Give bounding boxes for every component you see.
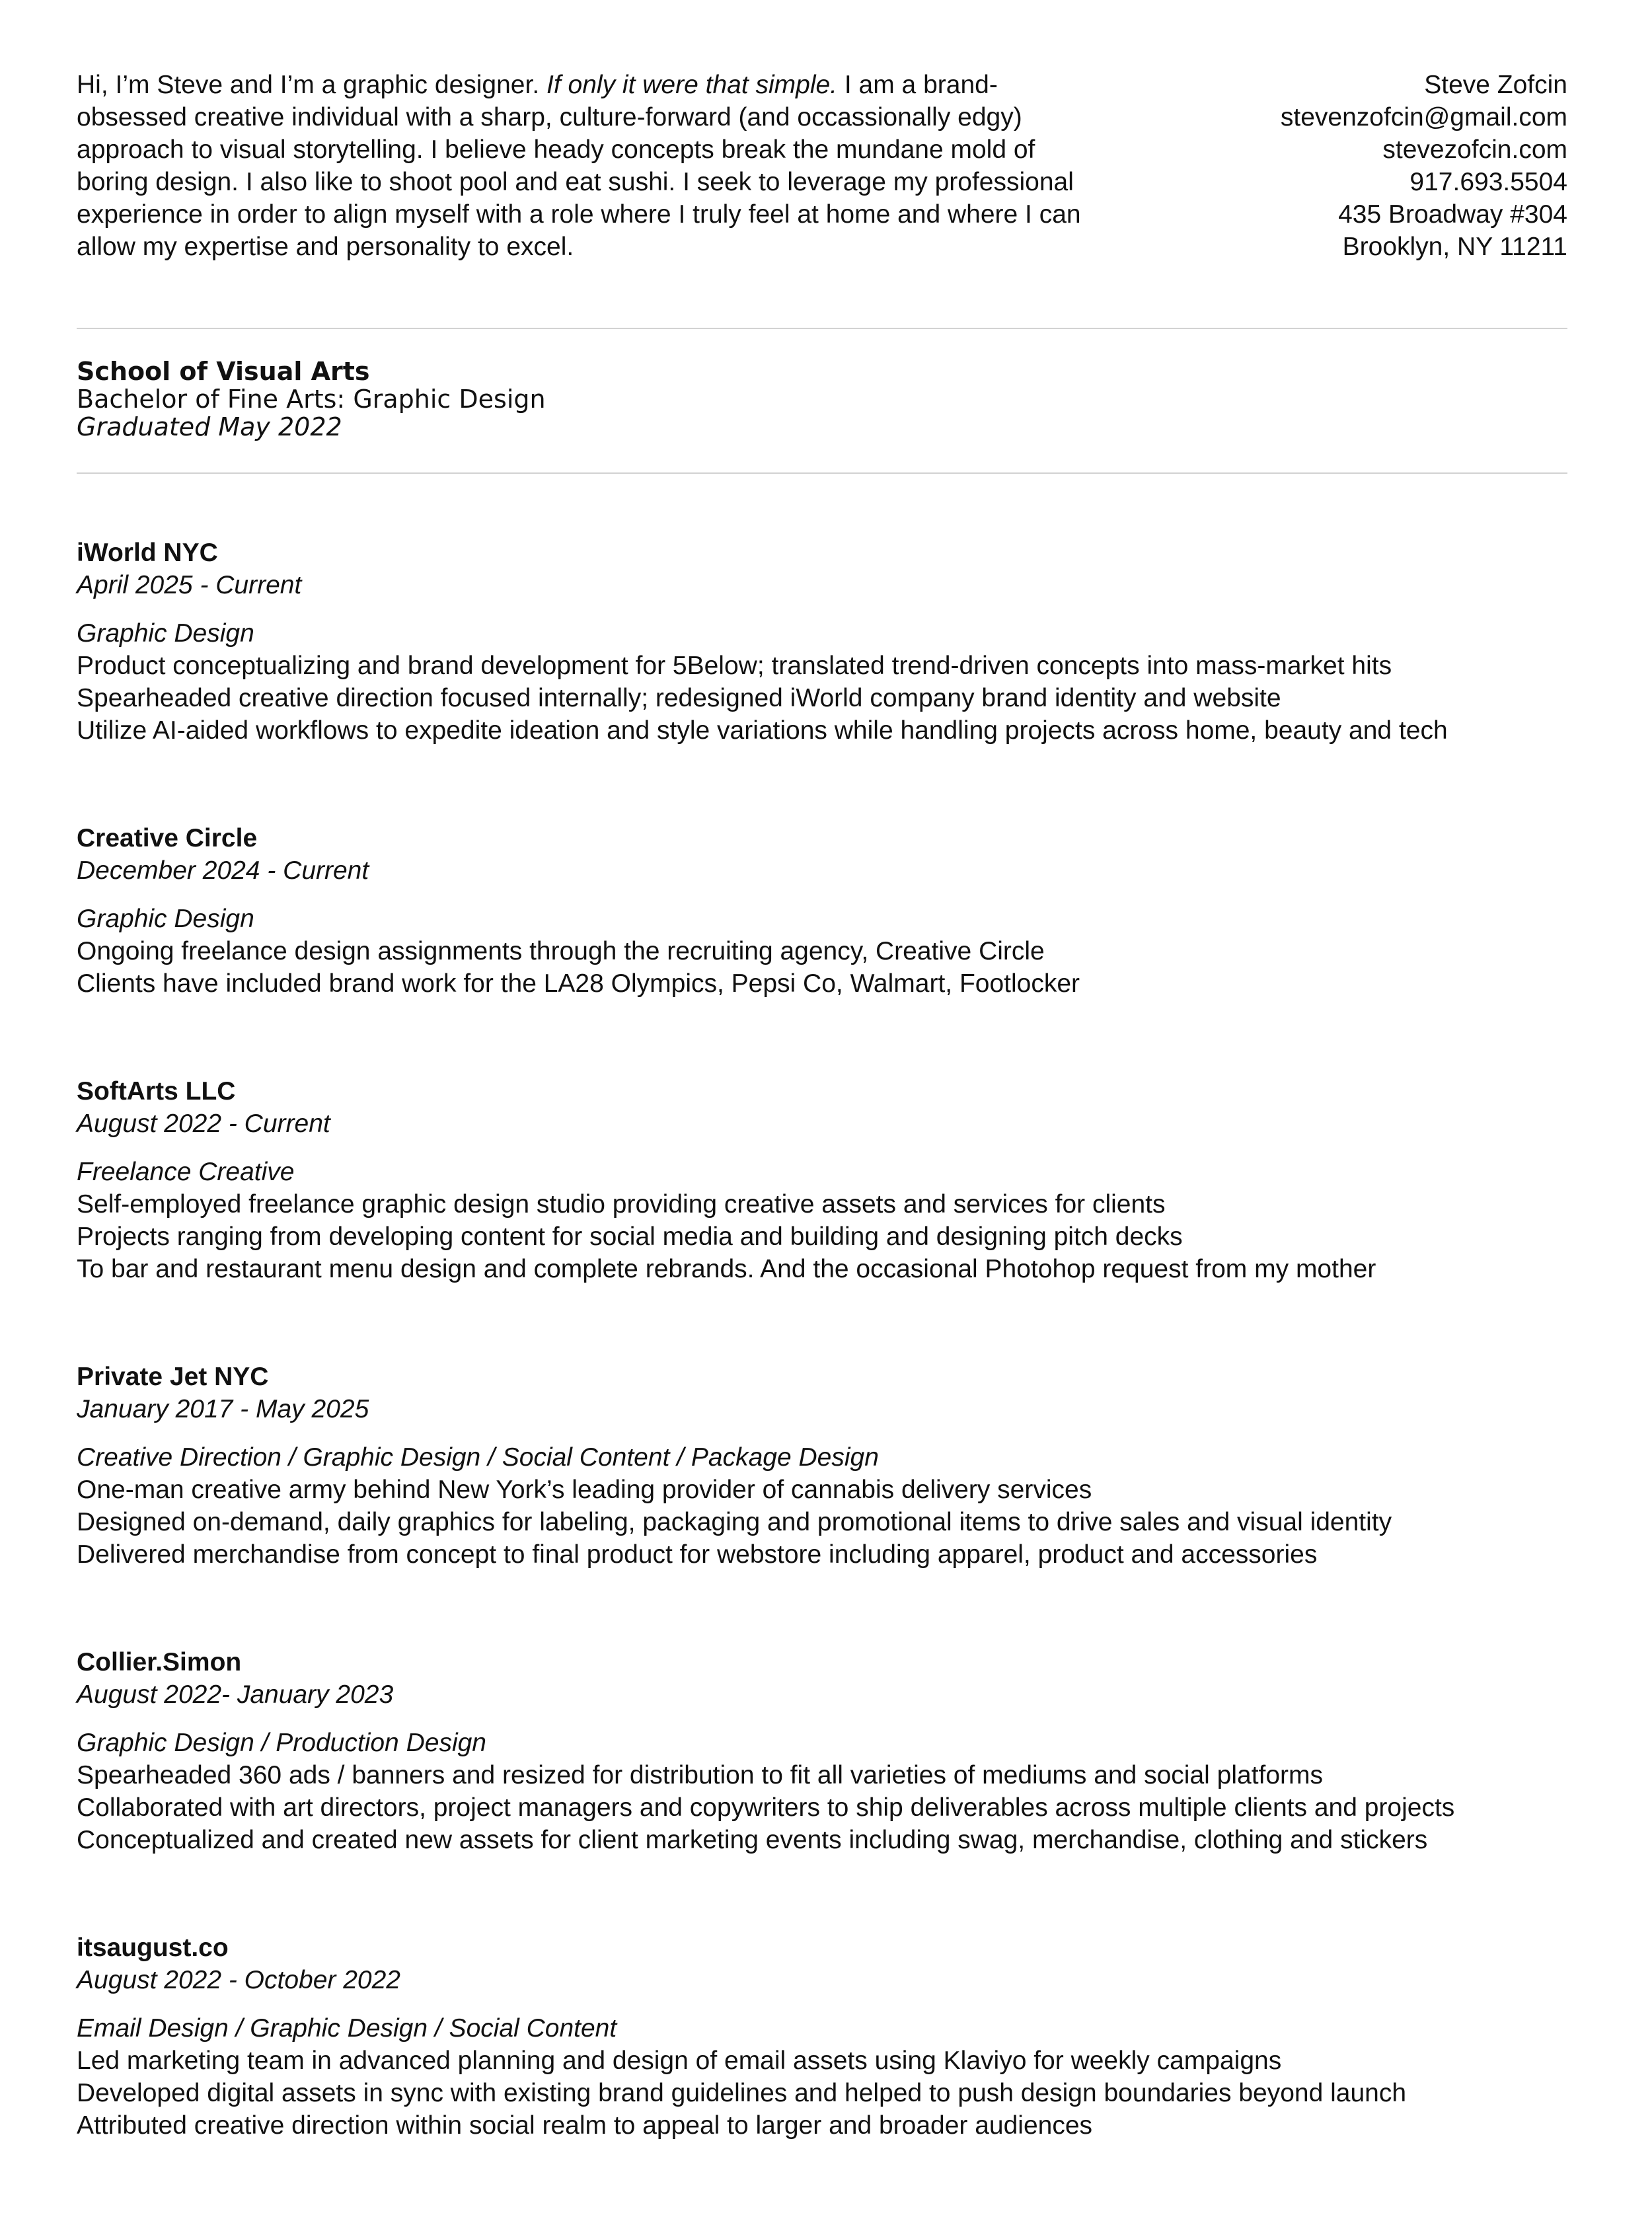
job-role: Email Design / Graphic Design / Social Content [77,2014,617,2043]
education-school: School of Visual Arts [77,357,370,386]
job-description-line: Attributed creative direction within social realm to appeal to larger and broader audiences [77,2111,1093,2140]
job-description-line: Clients have included brand work for the LA28 Olympics, Pepsi Co, Walmart, Footlocker [77,969,1080,998]
job-company: SoftArts LLC [77,1077,236,1106]
job-entry [77,1932,1596,2142]
job-description-line: Designed on-demand, daily graphics for labeling, packaging and promotional items to drive sales and visual identity [77,1508,1392,1536]
job-description-line: To bar and restaurant menu design and complete rebrands. And the occasional Photohop request from my mother [77,1255,1376,1283]
job-entry [77,537,1596,747]
job-company: Creative Circle [77,824,258,852]
job-description-line: Delivered merchandise from concept to final product for webstore including apparel, product and accessories [77,1540,1318,1569]
job-description-line: Ongoing freelance design assignments through the recruiting agency, Creative Circle [77,937,1045,965]
contact-website: stevezofcin.com [1382,135,1567,164]
job-dates: December 2024 - Current [77,856,369,885]
contact-address-line-1: 435 Broadway #304 [1338,200,1567,229]
job-entry [77,1361,1596,1571]
job-description-line: Conceptualized and created new assets for client marketing events including swag, merchandise, clothing and stickers [77,1826,1428,1854]
job-description-line: Led marketing team in advanced planning and design of email assets using Klaviyo for weekly campaigns [77,2047,1282,2075]
intro-paragraph [77,69,1108,263]
contact-address-line-2: Brooklyn, NY 11211 [1342,233,1567,261]
divider-top [77,328,1567,329]
divider-bottom [77,472,1567,474]
experience-section [77,537,1596,2217]
job-dates: August 2022- January 2023 [77,1680,394,1709]
job-dates: January 2017 - May 2025 [77,1395,369,1423]
intro-italic-text: If only it were that simple. [546,71,838,99]
contact-name: Steve Zofcin [1424,71,1567,99]
job-description-line: Utilize AI-aided workflows to expedite ideation and style variations while handling projects across home, beauty and tech [77,716,1448,745]
job-dates: August 2022 - Current [77,1109,330,1138]
job-description-line: One-man creative army behind New York’s leading provider of cannabis delivery services [77,1476,1092,1504]
job-role: Freelance Creative [77,1158,295,1186]
job-description-line: Developed digital assets in sync with existing brand guidelines and helped to push design boundaries beyond launch [77,2079,1407,2107]
job-role: Creative Direction / Graphic Design / Social Content / Package Design [77,1443,879,1472]
contact-block [1281,69,1567,263]
job-description-line: Collaborated with art directors, project managers and copywriters to ship deliverables across multiple clients and projects [77,1793,1455,1822]
education-section [77,357,546,441]
education-degree: Bachelor of Fine Arts: Graphic Design [77,385,546,414]
job-description-line: Product conceptualizing and brand development for 5Below; translated trend-driven concepts into mass-market hits [77,652,1392,680]
intro-text-start: Hi, I’m Steve and I’m a graphic designer. [77,71,547,99]
job-company: iWorld NYC [77,539,218,567]
job-description-line: Spearheaded creative direction focused internally; redesigned iWorld company brand identity and website [77,684,1281,712]
job-role: Graphic Design [77,905,254,933]
job-dates: April 2025 - Current [77,571,302,599]
job-description-line: Spearheaded 360 ads / banners and resized for distribution to fit all varieties of mediums and social platforms [77,1761,1324,1789]
job-company: itsaugust.co [77,1934,229,1962]
job-role: Graphic Design [77,619,254,648]
education-graduated: Graduated May 2022 [77,412,342,441]
intro-text-rest: I am a brand-obsessed creative individual with a sharp, culture-forward (and occassionally edgy) approach to visual storytelling. I believe heady concepts break the mundane mold of boring design. I also like to shoot pool and eat sushi. I seek to leverage my professional experience in order to align myself with a role where I truly feel at home and where I can allow my expertise and personality to excel. [77,71,1081,261]
job-entry [77,1646,1596,1856]
job-entry [77,1075,1596,1285]
contact-phone: 917.693.5504 [1409,168,1567,196]
job-entry [77,822,1596,1000]
job-description-line: Projects ranging from developing content for social media and building and designing pitch decks [77,1222,1183,1251]
contact-email: stevenzofcin@gmail.com [1280,103,1567,132]
job-company: Collier.Simon [77,1648,242,1676]
job-company: Private Jet NYC [77,1363,269,1391]
job-role: Graphic Design / Production Design [77,1729,486,1757]
job-dates: August 2022 - October 2022 [77,1966,400,1994]
job-description-line: Self-employed freelance graphic design studio providing creative assets and services for clients [77,1190,1166,1219]
